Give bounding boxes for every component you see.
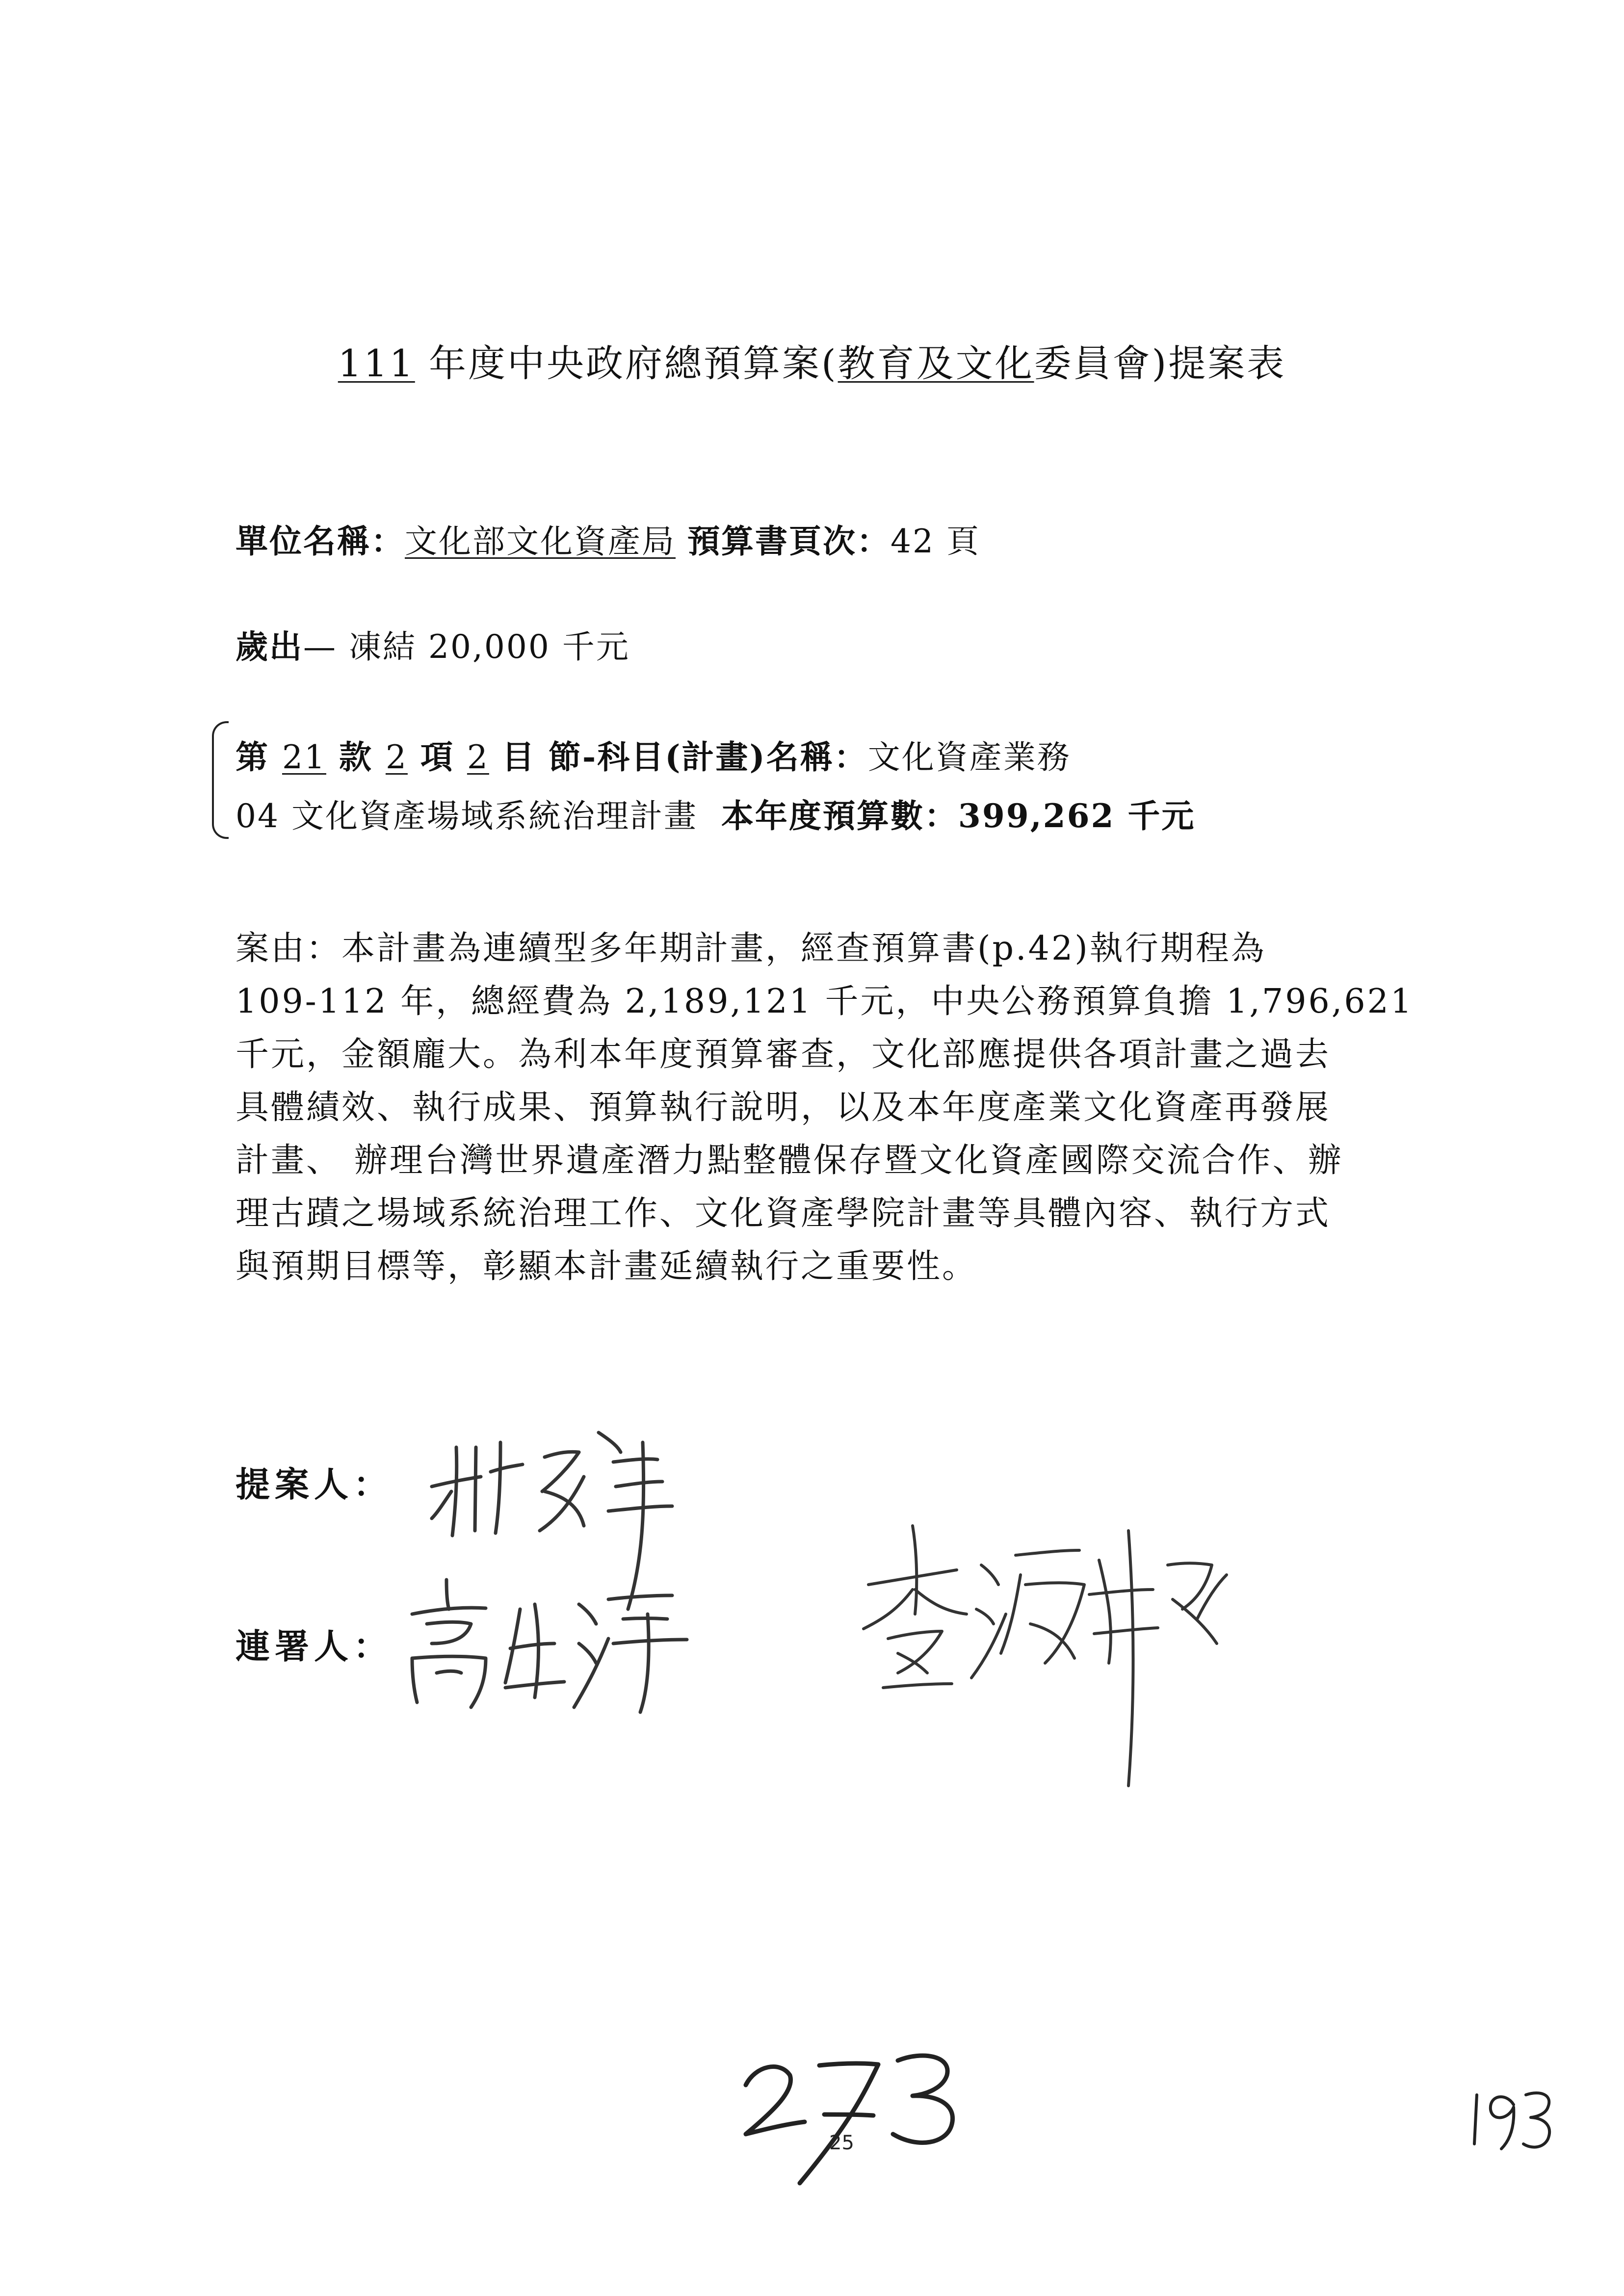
reason-paragraph <box>236 922 1442 1293</box>
kuan-number: 21 <box>282 738 326 776</box>
subject-name: 文化資產業務 <box>867 738 1071 776</box>
xiang-number: 2 <box>385 738 408 776</box>
title-part2: 委員會)提案表 <box>1034 341 1286 385</box>
unit-label: 單位名稱： <box>236 522 405 560</box>
expenditure-line <box>236 621 630 667</box>
budget-page-label: 預算書頁次： <box>687 522 891 560</box>
unit-line <box>236 515 980 562</box>
title-year: 111 <box>338 341 415 385</box>
reason-line: 計畫、 辦理台灣世界遺產潛力點整體保存暨文化資產國際交流合作、辦 <box>236 1141 1343 1180</box>
title-committee: 教育及文化 <box>838 341 1034 385</box>
annual-budget: 本年度預算數：399,262 千元 <box>721 797 1196 835</box>
cosigner-label: 連署人： <box>236 1626 393 1667</box>
item-bracket <box>212 721 229 839</box>
page-number: 25 <box>829 2132 854 2154</box>
cosigner-signature-2 <box>854 1501 1241 1805</box>
reason-line: 案由：本計畫為連續型多年期計畫，經查預算書(p.42)執行期程為 <box>236 929 1266 968</box>
cosigner-signature-1 <box>393 1565 697 1722</box>
handwritten-number-273 <box>726 2036 981 2188</box>
xiang-suffix: 項 <box>407 738 467 776</box>
handwritten-number-193 <box>1467 2080 1560 2154</box>
reason-line: 與預期目標等，彰顯本計畫延續執行之重要性。 <box>236 1247 978 1286</box>
reason-line: 109-112 年，總經費為 2,189,121 千元，中央公務預算負擔 1,796,621 <box>236 982 1414 1021</box>
title-part1: 年度中央政府總預算案( <box>415 341 838 385</box>
item-line-2 <box>236 790 1195 836</box>
reason-line: 具體績效、執行成果、預算執行說明，以及本年度產業文化資產再發展 <box>236 1088 1331 1127</box>
expenditure-label: 歲出 <box>236 627 303 666</box>
mu-number: 2 <box>467 738 489 776</box>
proposer-label: 提案人： <box>236 1464 393 1505</box>
budget-page-value: 42 頁 <box>890 522 980 560</box>
kuan-prefix: 第 <box>236 738 282 776</box>
kuan-suffix: 款 <box>326 738 386 776</box>
unit-value: 文化部文化資產局 <box>405 522 676 560</box>
reason-line: 理古蹟之場域系統治理工作、文化資產學院計畫等具體內容、執行方式 <box>236 1194 1331 1233</box>
reason-line: 千元，金額龐大。為利本年度預算審查，文化部應提供各項計畫之過去 <box>236 1035 1331 1074</box>
item-line-1 <box>236 731 1071 778</box>
project-name: 04 文化資產場域系統治理計畫 <box>236 797 698 835</box>
expenditure-value: — 凍結 20,000 千元 <box>303 628 630 666</box>
mu-suffix: 目 節-科目(計畫)名稱： <box>489 738 868 776</box>
document-title <box>0 334 1624 387</box>
